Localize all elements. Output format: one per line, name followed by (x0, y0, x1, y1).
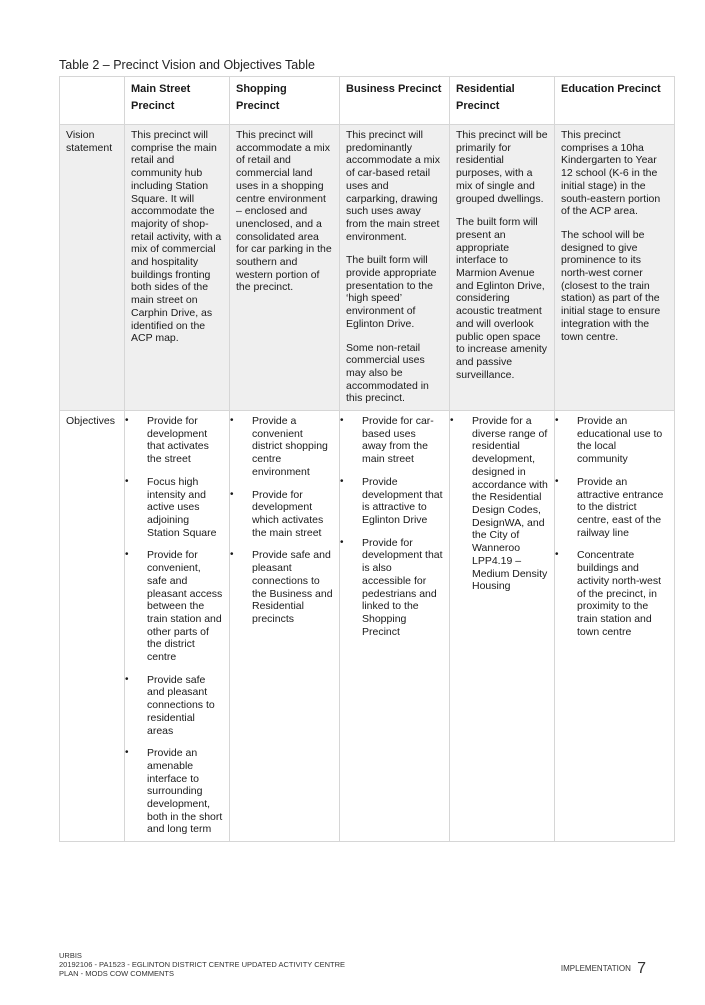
list-item (125, 475, 223, 540)
header-education: Education Precinct (555, 77, 675, 125)
vision-main-street (125, 125, 230, 411)
vision-paragraph: This precinct will comprise the main retail and community hub including Station Square. It will accommodate the majority of shop-retail activity, with a mix of commercial and hospitality buildings fronting both sides of the main street on Carphin Drive, as identified on the ACP map. (131, 129, 222, 345)
vision-paragraph: This precinct will be primarily for residential purposes, with a mix of single and grouped dwellings. (456, 129, 548, 205)
bullet-glyph: • (450, 415, 454, 427)
vision-row-label: Vision statement (60, 125, 125, 411)
footer-document-subtitle: PLAN - MODS COW COMMENTS (59, 968, 175, 978)
bullet-glyph: • (125, 475, 129, 487)
list-item-text: Provide for car-based uses away from the main street (362, 415, 434, 466)
list-item (340, 536, 443, 639)
list-item-text: Provide an educational use to the local community (577, 415, 663, 466)
bullet-glyph: • (555, 415, 559, 427)
vision-paragraph: Some non-retail commercial uses may also be accommodated in this precinct. (346, 341, 429, 405)
objectives-list (230, 415, 333, 626)
objectives-education (555, 411, 675, 842)
table-header-row (60, 77, 675, 125)
bullet-glyph: • (340, 415, 344, 427)
list-item-text: Provide development that is attractive to Eglinton Drive (362, 475, 443, 526)
list-item (230, 415, 333, 479)
vision-education (555, 125, 675, 411)
list-item-text: Focus high intensity and active uses adjoining Station Square (147, 475, 217, 539)
objectives-list (340, 415, 443, 638)
vision-business (340, 125, 450, 411)
footer-document-info (59, 952, 345, 978)
footer-company: URBIS (59, 951, 82, 960)
list-item (555, 415, 668, 466)
list-item-text: Provide for convenient, safe and pleasant access between the train station and other parts of the district centre (147, 549, 223, 664)
objectives-list (555, 415, 668, 638)
header-business: Business Precinct (340, 77, 450, 125)
objectives-row-label: Objectives (60, 411, 125, 842)
objectives-list (125, 415, 223, 836)
list-item (555, 549, 668, 638)
list-item (230, 549, 333, 625)
header-residential: Residential Precinct (450, 77, 555, 125)
bullet-glyph: • (125, 747, 129, 759)
list-item-text: Provide an attractive entrance to the district centre, east of the railway line (577, 475, 664, 539)
bullet-glyph: • (555, 549, 559, 561)
objectives-residential (450, 411, 555, 842)
vision-paragraph: This precinct comprises a 10ha Kindergarten to Year 12 school (K-6 in the initial stage) in the south-eastern portion of the ACP area. (561, 129, 661, 218)
bullet-glyph: • (555, 475, 559, 487)
footer-page-info (561, 960, 646, 978)
objectives-list (450, 415, 548, 593)
bullet-glyph: • (230, 549, 234, 561)
vision-row (60, 125, 675, 411)
list-item-text: Provide an amenable interface to surrounding development, both in the short and long term (147, 747, 223, 836)
footer-document-title: 20192106 - PA1523 - EGLINTON DISTRICT CENTRE UPDATED ACTIVITY CENTRE (59, 959, 346, 969)
header-cell-blank (60, 77, 125, 125)
list-item (230, 488, 333, 540)
bullet-glyph: • (340, 475, 344, 487)
header-shopping: Shopping Precinct (230, 77, 340, 125)
header-main-street: Main Street Precinct (125, 77, 230, 125)
objectives-main-street (125, 411, 230, 842)
list-item-text: Provide for development that activates the street (147, 415, 209, 466)
vision-paragraph: The built form will present an appropriate interface to Marmion Avenue and Eglinton Drive, considering acoustic treatment and will overlook public open space to increase amenity and passive surveillance. (456, 216, 548, 381)
objectives-row (60, 411, 675, 842)
precinct-table (59, 76, 675, 842)
vision-paragraph: This precinct will accommodate a mix of retail and commercial land uses in a shopping centre environment – enclosed and unenclosed, and a consolidated area for car parking in the southern and western portion of the precinct. (236, 129, 332, 294)
vision-paragraph: The built form will provide appropriate presentation to the ‘high speed’ environment of Eglinton Drive. (346, 254, 437, 330)
objectives-business (340, 411, 450, 842)
list-item-text: Provide safe and pleasant connections to residential areas (147, 673, 215, 737)
table-caption: Table 2 – Precinct Vision and Objectives Table (59, 58, 315, 72)
list-item-text: Provide for development which activates the main street (252, 488, 324, 539)
bullet-glyph: • (230, 415, 234, 427)
footer-section-name: IMPLEMENTATION (560, 964, 631, 973)
list-item (125, 549, 223, 664)
vision-paragraph: The school will be designed to give prominence to its north-west corner (closest to the train station) as part of the initial stage to ensure integration with the town centre. (561, 228, 661, 343)
page-number: 7 (637, 960, 646, 977)
bullet-glyph: • (340, 536, 344, 548)
list-item (125, 747, 223, 836)
bullet-glyph: • (125, 549, 129, 561)
list-item (125, 415, 223, 466)
list-item-text: Provide for a diverse range of residential development, designed in accordance with the Residential Design Codes, DesignWA, and the City of Wanneroo LPP4.19 – Medium Density Housing (472, 415, 548, 593)
list-item (340, 475, 443, 527)
objectives-shopping (230, 411, 340, 842)
vision-paragraph: This precinct will predominantly accommodate a mix of car-based retail uses and carparking, drawing such uses away from the main street environment. (346, 129, 440, 243)
list-item-text: Concentrate buildings and activity north-west of the precinct, in proximity to the train station and town centre (577, 549, 662, 638)
bullet-glyph: • (230, 488, 234, 500)
list-item (340, 415, 443, 466)
bullet-glyph: • (125, 415, 129, 427)
list-item-text: Provide safe and pleasant connections to the Business and Residential precincts (252, 549, 333, 625)
bullet-glyph: • (125, 673, 129, 685)
list-item (450, 415, 548, 593)
list-item-text: Provide for development that is also accessible for pedestrians and linked to the Shopping Precinct (362, 536, 443, 638)
vision-shopping (230, 125, 340, 411)
list-item (125, 673, 223, 738)
list-item (555, 475, 668, 540)
vision-residential (450, 125, 555, 411)
list-item-text: Provide a convenient district shopping centre environment (252, 415, 328, 478)
